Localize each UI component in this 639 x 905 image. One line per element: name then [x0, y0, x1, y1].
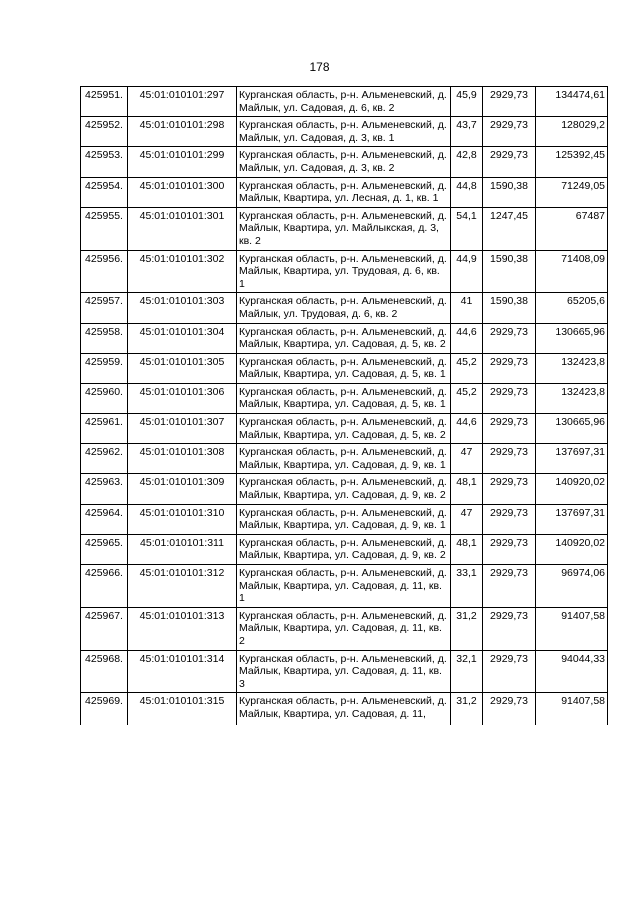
registry-body [81, 87, 608, 726]
table-row [81, 353, 608, 383]
cadastral-value: 134474,61 [536, 87, 608, 117]
area-value: 48,1 [451, 474, 483, 504]
table-row [81, 177, 608, 207]
table-row [81, 607, 608, 650]
property-address: Курганская область, р-н. Альменевский, д. Майлык, Квартира, ул. Садовая, д. 9, кв. 2 [237, 534, 451, 564]
area-value: 45,2 [451, 383, 483, 413]
row-number: 425955. [81, 207, 128, 250]
cadastral-number: 45:01:010101:301 [128, 207, 237, 250]
row-number: 425965. [81, 534, 128, 564]
table-row [81, 444, 608, 474]
row-number: 425967. [81, 607, 128, 650]
row-number: 425962. [81, 444, 128, 474]
cadastral-rate: 2929,73 [483, 534, 536, 564]
property-address: Курганская область, р-н. Альменевский, д. Майлык, Квартира, ул. Лесная, д. 1, кв. 1 [237, 177, 451, 207]
cadastral-value: 130665,96 [536, 414, 608, 444]
area-value: 45,2 [451, 353, 483, 383]
cadastral-value: 71408,09 [536, 250, 608, 293]
table-row [81, 147, 608, 177]
table-row [81, 293, 608, 323]
property-address: Курганская область, р-н. Альменевский, д. Майлык, Квартира, ул. Трудовая, д. 6, кв. 1 [237, 250, 451, 293]
table-row [81, 323, 608, 353]
area-value: 44,8 [451, 177, 483, 207]
area-value: 31,2 [451, 693, 483, 726]
cadastral-rate: 2929,73 [483, 383, 536, 413]
row-number: 425966. [81, 565, 128, 608]
row-number: 425960. [81, 383, 128, 413]
row-number: 425959. [81, 353, 128, 383]
cadastral-number: 45:01:010101:312 [128, 565, 237, 608]
row-number: 425957. [81, 293, 128, 323]
row-number: 425954. [81, 177, 128, 207]
area-value: 43,7 [451, 117, 483, 147]
table-row [81, 504, 608, 534]
area-value: 33,1 [451, 565, 483, 608]
property-address: Курганская область, р-н. Альменевский, д. Майлык, ул. Садовая, д. 6, кв. 2 [237, 87, 451, 117]
table-row [81, 414, 608, 444]
cadastral-value: 132423,8 [536, 383, 608, 413]
row-number: 425968. [81, 650, 128, 693]
cadastral-rate: 2929,73 [483, 147, 536, 177]
cadastral-number: 45:01:010101:304 [128, 323, 237, 353]
area-value: 31,2 [451, 607, 483, 650]
cadastral-rate: 2929,73 [483, 650, 536, 693]
cadastral-value: 140920,02 [536, 474, 608, 504]
cadastral-rate: 1590,38 [483, 293, 536, 323]
row-number: 425956. [81, 250, 128, 293]
cadastral-rate: 2929,73 [483, 444, 536, 474]
cadastral-number: 45:01:010101:298 [128, 117, 237, 147]
row-number: 425958. [81, 323, 128, 353]
cadastral-rate: 2929,73 [483, 117, 536, 147]
area-value: 54,1 [451, 207, 483, 250]
cadastral-number: 45:01:010101:305 [128, 353, 237, 383]
table-row [81, 117, 608, 147]
property-address: Курганская область, р-н. Альменевский, д. Майлык, Квартира, ул. Садовая, д. 5, кв. 2 [237, 323, 451, 353]
property-address: Курганская область, р-н. Альменевский, д. Майлык, Квартира, ул. Садовая, д. 11, кв. 1 [237, 565, 451, 608]
property-address: Курганская область, р-н. Альменевский, д. Майлык, Квартира, ул. Садовая, д. 11, [237, 693, 451, 726]
table-row [81, 474, 608, 504]
cadastral-number: 45:01:010101:308 [128, 444, 237, 474]
cadastral-value: 140920,02 [536, 534, 608, 564]
page-number: 178 [309, 60, 330, 74]
cadastral-value: 137697,31 [536, 504, 608, 534]
cadastral-value: 132423,8 [536, 353, 608, 383]
cadastral-rate: 2929,73 [483, 693, 536, 726]
table-row [81, 383, 608, 413]
row-number: 425969. [81, 693, 128, 726]
cadastral-rate: 2929,73 [483, 607, 536, 650]
table-row [81, 650, 608, 693]
cadastral-value: 91407,58 [536, 693, 608, 726]
property-address: Курганская область, р-н. Альменевский, д. Майлык, Квартира, ул. Садовая, д. 11, кв. 2 [237, 607, 451, 650]
property-address: Курганская область, р-н. Альменевский, д. Майлык, Квартира, ул. Садовая, д. 9, кв. 1 [237, 444, 451, 474]
cadastral-number: 45:01:010101:315 [128, 693, 237, 726]
property-address: Курганская область, р-н. Альменевский, д. Майлык, Квартира, ул. Садовая, д. 5, кв. 2 [237, 414, 451, 444]
cadastral-number: 45:01:010101:297 [128, 87, 237, 117]
area-value: 41 [451, 293, 483, 323]
property-registry-table [80, 86, 608, 725]
cadastral-rate: 1590,38 [483, 177, 536, 207]
area-value: 44,6 [451, 323, 483, 353]
cadastral-number: 45:01:010101:303 [128, 293, 237, 323]
cadastral-value: 94044,33 [536, 650, 608, 693]
area-value: 44,9 [451, 250, 483, 293]
cadastral-value: 67487 [536, 207, 608, 250]
table-row [81, 207, 608, 250]
area-value: 48,1 [451, 534, 483, 564]
cadastral-number: 45:01:010101:307 [128, 414, 237, 444]
area-value: 47 [451, 504, 483, 534]
property-address: Курганская область, р-н. Альменевский, д. Майлык, ул. Садовая, д. 3, кв. 1 [237, 117, 451, 147]
cadastral-rate: 2929,73 [483, 565, 536, 608]
property-address: Курганская область, р-н. Альменевский, д. Майлык, ул. Садовая, д. 3, кв. 2 [237, 147, 451, 177]
property-address: Курганская область, р-н. Альменевский, д. Майлык, Квартира, ул. Садовая, д. 9, кв. 1 [237, 504, 451, 534]
table-row [81, 693, 608, 726]
table-row [81, 250, 608, 293]
area-value: 47 [451, 444, 483, 474]
property-address: Курганская область, р-н. Альменевский, д. Майлык, Квартира, ул. Садовая, д. 5, кв. 1 [237, 383, 451, 413]
row-number: 425961. [81, 414, 128, 444]
cadastral-number: 45:01:010101:311 [128, 534, 237, 564]
cadastral-value: 91407,58 [536, 607, 608, 650]
row-number: 425964. [81, 504, 128, 534]
cadastral-value: 137697,31 [536, 444, 608, 474]
cadastral-number: 45:01:010101:300 [128, 177, 237, 207]
cadastral-value: 71249,05 [536, 177, 608, 207]
area-value: 44,6 [451, 414, 483, 444]
area-value: 32,1 [451, 650, 483, 693]
cadastral-rate: 2929,73 [483, 414, 536, 444]
cadastral-rate: 1247,45 [483, 207, 536, 250]
cadastral-number: 45:01:010101:309 [128, 474, 237, 504]
table-row [81, 565, 608, 608]
cadastral-number: 45:01:010101:302 [128, 250, 237, 293]
area-value: 42,8 [451, 147, 483, 177]
cadastral-value: 96974,06 [536, 565, 608, 608]
property-address: Курганская область, р-н. Альменевский, д. Майлык, Квартира, ул. Садовая, д. 9, кв. 2 [237, 474, 451, 504]
property-address: Курганская область, р-н. Альменевский, д. Майлык, Квартира, ул. Майлыкская, д. 3, кв. 2 [237, 207, 451, 250]
cadastral-number: 45:01:010101:314 [128, 650, 237, 693]
row-number: 425953. [81, 147, 128, 177]
table-row [81, 534, 608, 564]
property-address: Курганская область, р-н. Альменевский, д. Майлык, Квартира, ул. Садовая, д. 11, кв. 3 [237, 650, 451, 693]
cadastral-number: 45:01:010101:299 [128, 147, 237, 177]
cadastral-value: 125392,45 [536, 147, 608, 177]
cadastral-rate: 2929,73 [483, 323, 536, 353]
row-number: 425963. [81, 474, 128, 504]
property-address: Курганская область, р-н. Альменевский, д. Майлык, Квартира, ул. Садовая, д. 5, кв. 1 [237, 353, 451, 383]
property-address: Курганская область, р-н. Альменевский, д. Майлык, ул. Трудовая, д. 6, кв. 2 [237, 293, 451, 323]
row-number: 425951. [81, 87, 128, 117]
cadastral-rate: 2929,73 [483, 474, 536, 504]
cadastral-value: 130665,96 [536, 323, 608, 353]
row-number: 425952. [81, 117, 128, 147]
cadastral-rate: 2929,73 [483, 504, 536, 534]
area-value: 45,9 [451, 87, 483, 117]
cadastral-value: 128029,2 [536, 117, 608, 147]
cadastral-rate: 2929,73 [483, 87, 536, 117]
cadastral-number: 45:01:010101:306 [128, 383, 237, 413]
cadastral-rate: 2929,73 [483, 353, 536, 383]
cadastral-value: 65205,6 [536, 293, 608, 323]
table-row [81, 87, 608, 117]
cadastral-number: 45:01:010101:313 [128, 607, 237, 650]
cadastral-number: 45:01:010101:310 [128, 504, 237, 534]
cadastral-rate: 1590,38 [483, 250, 536, 293]
